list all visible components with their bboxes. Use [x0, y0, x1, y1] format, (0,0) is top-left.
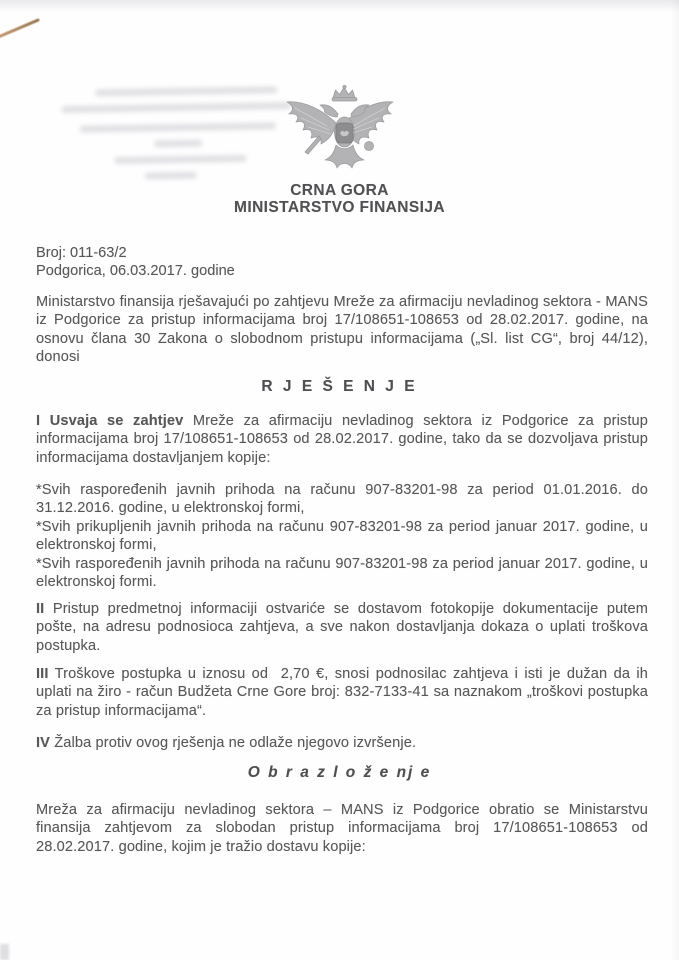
request-item: *Svih prikupljenih javnih prihoda na računu 907-83201-98 za period januar 2017. godine, u elektronskoj formi,: [36, 518, 648, 554]
section-iii-numeral: III: [36, 666, 49, 682]
reference-block: [36, 244, 235, 281]
request-item: *Svih raspoređenih javnih prihoda na računu 907-83201-98 za period 01.01.2016. do 31.12.2016. godine, u elektronskoj formi,: [36, 482, 648, 517]
bleedthrough-line: [154, 140, 202, 148]
montenegro-coat-of-arms-icon: [275, 84, 405, 178]
ministry-name: MINISTARSTVO FINANSIJA: [234, 198, 445, 216]
bleedthrough-line: [61, 102, 291, 113]
bleedthrough-text-artifact: [61, 80, 295, 192]
reference-number: Broj: 011-63/2: [36, 245, 127, 261]
section-ii-paragraph: [36, 600, 648, 655]
section-iv-text: Žalba protiv ovog rješenja ne odlaže njegovo izvršenje.: [50, 735, 417, 751]
section-ii-text: Pristup predmetnoj informaciji ostvariće se dostavom fotokopije dokumentacije putem pošte, na adresu podnosioca zahtjeva, a sve nakon dostavljanja dokaza o uplati troškova postupka.: [36, 601, 648, 654]
bleedthrough-line: [95, 86, 277, 96]
scan-corner-smudge: [0, 944, 9, 960]
section-iv-numeral: IV: [36, 735, 51, 751]
intro-paragraph: Ministarstvo finansija rješavajući po zahtjevu Mreže za afirmaciju nevladinog sektora - MANS iz Podgorice za pristup informacijama broj 17/108651-108653 od 28.02.2017. godine, na osnovu člana 30 Zakona o slobodnom pristupu informacijama („Sl. list CG“, broj 44/12), donosi: [36, 294, 648, 366]
bleedthrough-line: [80, 122, 276, 132]
letterhead: [0, 183, 679, 216]
section-i-lead: I Usvaja se zahtjev: [36, 413, 184, 429]
section-i-text: Mreže za afirmaciju nevladinog sektora iz Podgorice za pristup informacijama broj 17/108651-108653 od 28.02.2017. godine, tako da se dozvoljava pristup informacijama dostavljanjem kopije:: [36, 413, 648, 466]
section-ii-numeral: II: [36, 601, 45, 617]
statement-of-reasons-title: O b r a z l o ž e nj e: [247, 764, 432, 781]
decision-title: R J E Š E N J E: [261, 378, 418, 395]
bleedthrough-line: [114, 155, 246, 164]
section-iii-text: Troškove postupka u iznosu od 2,70 €, snosi podnosilac zahtjeva i isti je dužan da ih uplati na žiro - račun Budžeta Crne Gore broj: 832-7133-41 sa naznakom „troškovi postupka za pristup informacijama“.: [36, 666, 648, 719]
section-iii-paragraph: [36, 665, 648, 720]
section-i-paragraph: [36, 412, 648, 467]
bleedthrough-line: [145, 172, 197, 180]
requested-items-list: [36, 481, 648, 591]
closing-paragraph: Mreža za afirmaciju nevladinog sektora – MANS iz Podgorice obratio se Ministarstvu finansija zahtjevom za slobodan pristup informacijama broj 17/108651-108653 od 28.02.2017. godine, kojim je tražio dostavu kopije:: [36, 802, 648, 855]
request-item: *Svih raspoređenih javnih prihoda na računu 907-83201-98 za period januar 2017. godine, u elektronskoj formi.: [36, 555, 648, 591]
country-name: CRNA GORA: [290, 182, 389, 199]
place-and-date: Podgorica, 06.03.2017. godine: [36, 263, 235, 280]
section-iv-paragraph: [36, 734, 648, 752]
pen-scratch-mark: [0, 18, 40, 39]
